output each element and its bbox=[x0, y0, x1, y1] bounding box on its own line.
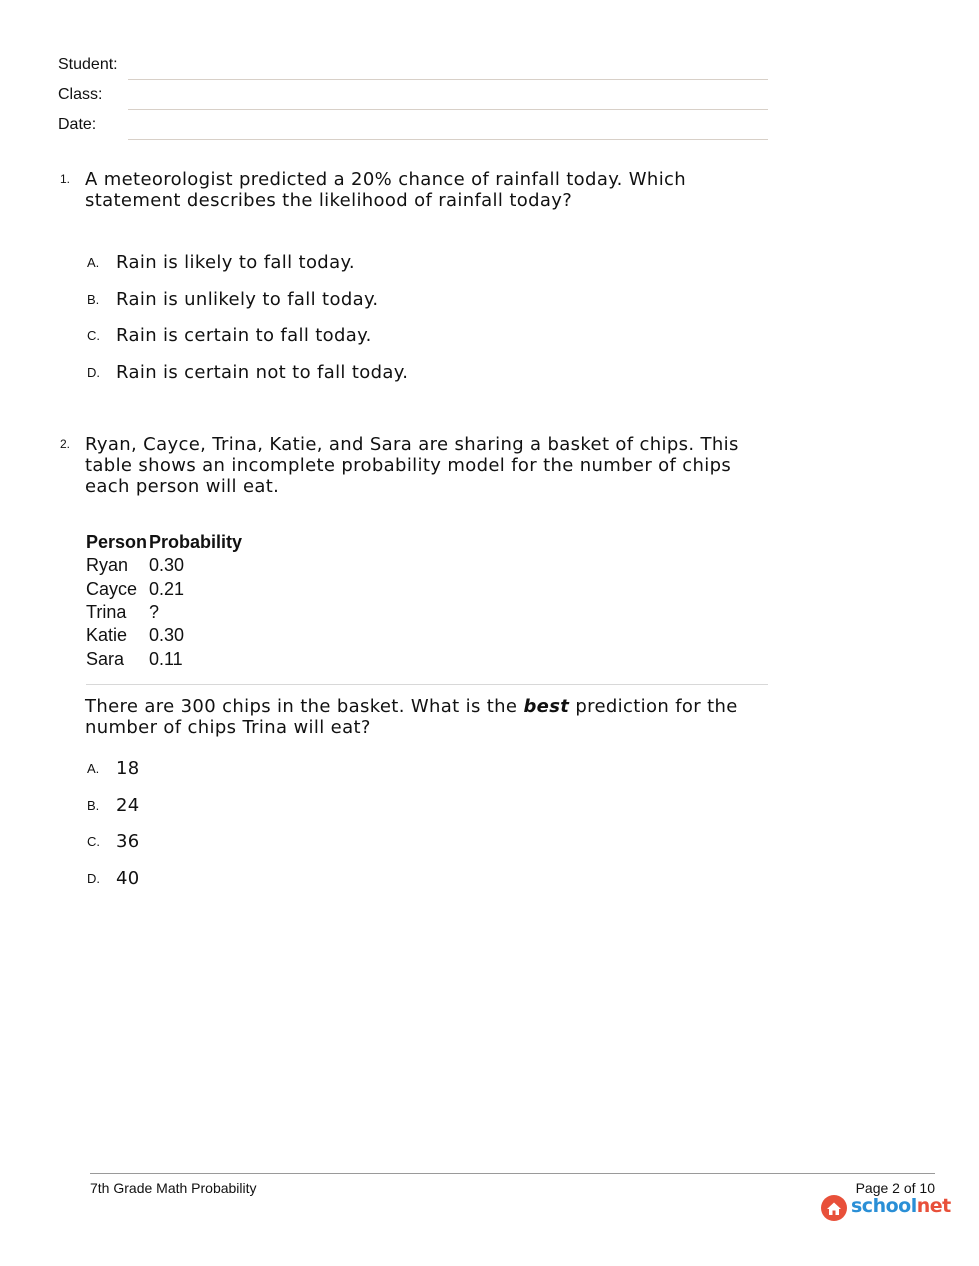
footer-divider bbox=[90, 1173, 935, 1174]
student-field[interactable] bbox=[128, 79, 768, 80]
probability-cell: 0.11 bbox=[149, 648, 183, 669]
person-cell: Katie bbox=[86, 625, 128, 646]
schoolnet-logo bbox=[820, 1194, 951, 1224]
probability-cell: 0.30 bbox=[149, 555, 185, 576]
table-row bbox=[86, 577, 242, 600]
footer-title: 7th Grade Math Probability bbox=[90, 1180, 257, 1196]
question-text: A meteorologist predicted a 20% chance of rainfall today. Which statement describes the likelihood of rainfall today? bbox=[85, 169, 687, 211]
option-text: 24 bbox=[116, 795, 140, 816]
column-header-probability: Probability bbox=[149, 532, 243, 552]
option-letter: D. bbox=[87, 365, 100, 380]
prompt-before: There are 300 chips in the basket. What is the bbox=[85, 696, 524, 717]
option-text: Rain is unlikely to fall today. bbox=[116, 289, 379, 310]
option-letter: D. bbox=[87, 871, 100, 886]
probability-cell: 0.21 bbox=[149, 578, 185, 599]
question-number: 2. bbox=[60, 437, 71, 451]
option-text: Rain is likely to fall today. bbox=[116, 252, 355, 273]
option-text: Rain is certain to fall today. bbox=[116, 325, 372, 346]
date-label: Date: bbox=[58, 116, 97, 133]
option-text: 36 bbox=[116, 831, 140, 852]
class-label: Class: bbox=[58, 86, 103, 103]
table-row bbox=[86, 601, 242, 624]
option-letter: B. bbox=[87, 798, 100, 813]
person-cell: Ryan bbox=[86, 555, 129, 576]
class-field[interactable] bbox=[128, 109, 768, 110]
probability-cell: ? bbox=[149, 601, 160, 622]
column-header-person: Person bbox=[86, 532, 148, 552]
option-text: 18 bbox=[116, 758, 140, 779]
section-divider bbox=[86, 684, 768, 685]
option-letter: C. bbox=[87, 328, 100, 343]
option-letter: B. bbox=[87, 292, 100, 307]
option-letter: A. bbox=[87, 255, 100, 270]
page-number: Page 2 of 10 bbox=[855, 1180, 935, 1196]
question-prompt bbox=[85, 696, 775, 738]
question-text: Ryan, Cayce, Trina, Katie, and Sara are sharing a basket of chips. This table shows an incomplete probability model for the number of chips each person will eat. bbox=[85, 434, 739, 497]
table-header-row bbox=[86, 531, 242, 554]
logo-school-text: school bbox=[851, 1195, 917, 1217]
prompt-emphasis: best bbox=[523, 696, 570, 717]
table-row bbox=[86, 554, 242, 577]
person-cell: Trina bbox=[86, 601, 127, 622]
probability-cell: 0.30 bbox=[149, 625, 185, 646]
option-letter: A. bbox=[87, 761, 100, 776]
table-row bbox=[86, 648, 242, 671]
person-cell: Cayce bbox=[86, 578, 138, 599]
table-row bbox=[86, 624, 242, 647]
student-label: Student: bbox=[58, 56, 118, 73]
probability-table bbox=[86, 531, 242, 671]
question-number: 1. bbox=[60, 172, 71, 186]
option-text: Rain is certain not to fall today. bbox=[116, 362, 409, 383]
prompt-after: prediction for the number of chips Trina will eat? bbox=[85, 696, 738, 738]
schoolnet-house-icon bbox=[820, 1194, 848, 1222]
person-cell: Sara bbox=[86, 648, 125, 669]
logo-net-text: net bbox=[916, 1195, 951, 1217]
date-field[interactable] bbox=[128, 139, 768, 140]
option-text: 40 bbox=[116, 868, 140, 889]
option-letter: C. bbox=[87, 834, 100, 849]
